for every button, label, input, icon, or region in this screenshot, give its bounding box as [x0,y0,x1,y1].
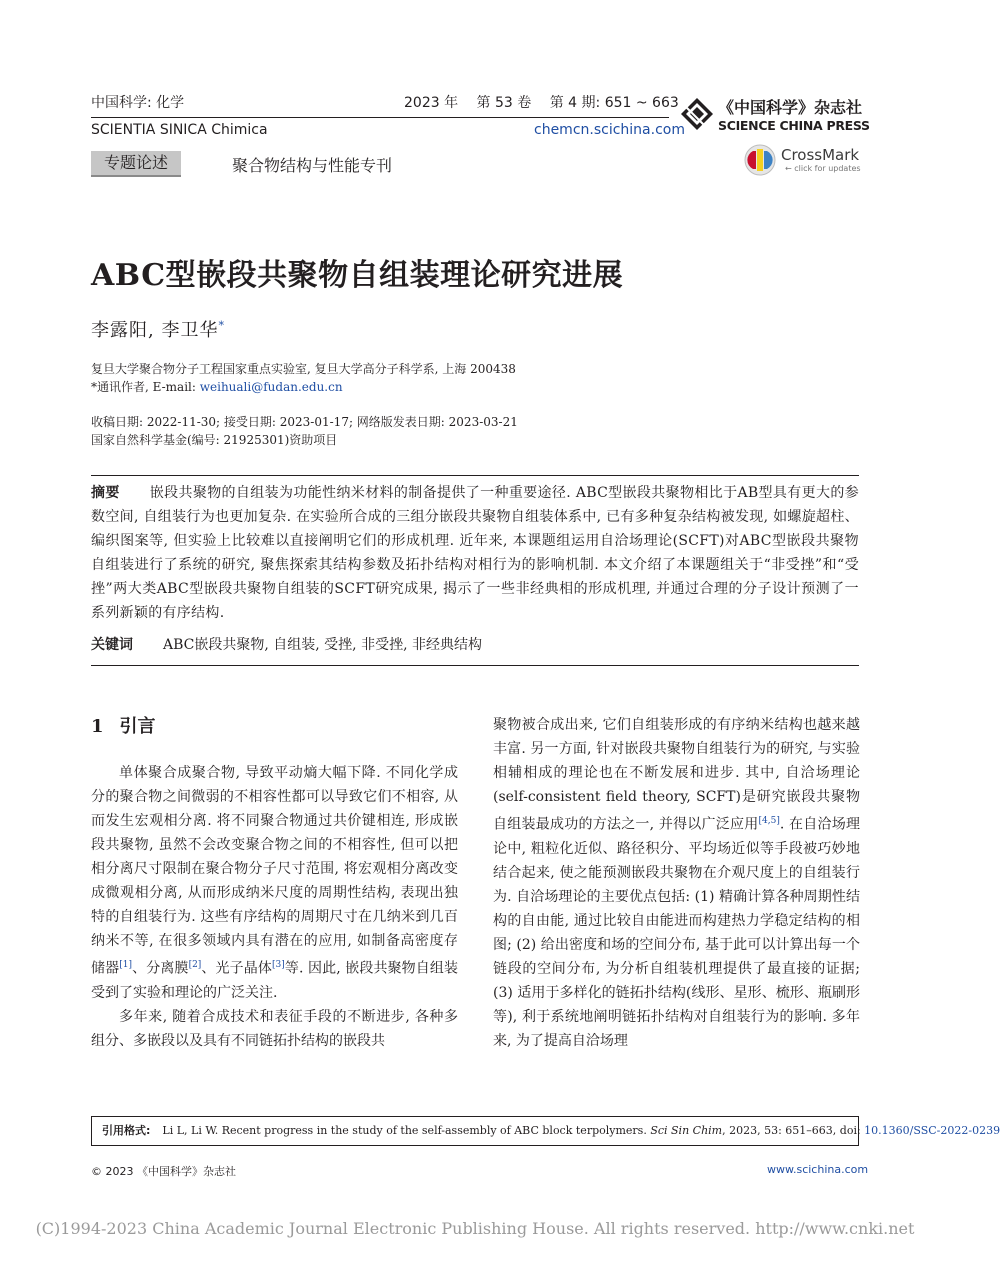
topic-title: 聚合物结构与性能专刊 [232,156,393,175]
publisher-logo-icon [680,97,714,131]
section-number: 1 [91,716,104,737]
crossmark-sublabel[interactable]: ← click for updates [785,164,861,173]
paragraph-text: 、光子晶体 [201,960,272,977]
abstract [91,481,859,625]
keywords-label: 关键词 [91,637,133,653]
journal-name-latin: SCIENTIA SINICA Chimica [91,122,268,138]
citation-text: Li L, Li W. Recent progress in the study of the self-assembly of ABC block terpolymers. [162,1124,651,1137]
affiliation: 复旦大学聚合物分子工程国家重点实验室, 复旦大学高分子科学系, 上海 200438 [91,362,516,376]
topic-badge: 专题论述 [91,151,181,177]
citation-tail: , 2023, 53: 651–663, doi: [722,1124,865,1137]
corr-prefix: *通讯作者, E-mail: [91,380,200,394]
crossmark-icon[interactable] [744,144,776,176]
authors-names: 李露阳, 李卫华 [91,320,219,341]
issue-number: 第 4 期: 651 ~ 663 [549,95,679,111]
copyright: © 2023 《中国科学》杂志社 [91,1165,236,1178]
abstract-text: 嵌段共聚物的自组装为功能性纳米材料的制备提供了一种重要途径. ABC型嵌段共聚物相比于AB型具有更大的参数空间, 自组装行为也更加复杂. 在实验所合成的三组分嵌段共聚物自组装体系中, 已有多种复杂结构被发现, 如螺旋超柱、编织图案等, 但实验上比较难以直接阐明它们的形成机理. 近年来, 本课题组运用自洽场理论(SCFT)对ABC型嵌段共聚物自组装进行了系统的研究, 聚焦探索其结构参数及拓扑结构对相行为的影响机制. 本文介绍了本课题组关于“非受挫”和“受挫”两大类ABC型嵌段共聚物自组装的SCFT研究成果, 揭示了一些非经典相的形成机理, 并通过合理的分子设计预测了一系列新颖的有序结构. [91,485,859,621]
publisher-name-cn: 《中国科学》杂志社 [718,98,863,117]
publisher-site-link[interactable]: www.scichina.com [767,1163,869,1176]
paragraph-text: 、分离膜 [131,960,189,977]
body-paragraph [493,713,860,1053]
paragraph-text: 聚物被合成出来, 它们自组装形成的有序纳米结构也越来越丰富. 另一方面, 针对嵌段共聚物自组装行为的研究, 与实验相辅相成的理论也在不断发展和进步. 其中, 自洽场理论(self-consistent field theory, SCFT)是研究嵌段共聚物自组装最成功的方法之一, 并得以广泛应用 [493,717,860,833]
journal-url-link[interactable]: chemcn.scichina.com [534,122,685,138]
section-title: 引言 [119,716,156,737]
keywords [91,634,482,654]
corr-email-link[interactable]: weihuali@fudan.edu.cn [199,380,343,394]
issue-volume: 第 53 卷 [476,95,532,111]
citation-label: 引用格式: [102,1124,151,1137]
header-divider [91,117,669,118]
issue-year: 2023 年 [404,95,459,111]
corresponding-author-mark: * [218,319,225,332]
abstract-label: 摘要 [91,485,120,501]
reference-link[interactable]: [3] [272,960,285,970]
issue-info [404,92,679,112]
reference-link[interactable]: [1] [119,960,132,970]
article-title: ABC型嵌段共聚物自组装理论研究进展 [91,258,624,293]
crossmark-label[interactable]: CrossMark [781,146,860,164]
paragraph-text: 单体聚合成聚合物, 导致平动熵大幅下降. 不同化学成分的聚合物之间微弱的不相容性都可以导致它们不相容, 从而发生宏观相分离. 将不同聚合物通过共价键相连, 形成嵌段共聚物, 虽然不会改变聚合物之间的不相容性, 但可以把相分离尺寸限制在聚合物分子尺寸范围, 将宏观相分离改变成微观相分离, 从而形成纳米尺度的周期性结构, 表现出独特的自组装行为. 这些有序结构的周期尺寸在几纳米到几百纳米不等, 在很多领域内具有潜在的应用, 如制备高密度存储器 [91,765,458,977]
abstract-bottom-divider [91,665,859,666]
paragraph-text: . 在自洽场理论中, 粗粒化近似、路径积分、平均场近似等手段被巧妙地结合起来, 使之能预测嵌段共聚物在介观尺度上的自组装行为. 自洽场理论的主要优点包括: (1) 精确计算各种周期性结构的自由能, 通过比较自由能进而构建热力学稳定结构的相图; (2) 给出密度和场的空间分布, 基于此可以计算出每一个链段的空间分布, 为分析自组装机理提供了最直接的证据; (3) 适用于多样化的链拓扑结构(线形、星形、梳形、瓶刷形等), 利于系统地阐明链拓扑结构对自组装行为的影响. 多年来, 为了提高自洽场理 [493,816,860,1049]
section-heading [91,712,156,738]
keywords-text: ABC嵌段共聚物, 自组装, 受挫, 非受挫, 非经典结构 [163,637,482,653]
publisher-name-en: SCIENCE CHINA PRESS [718,118,870,133]
article-authors [91,316,225,342]
body-paragraph [91,761,458,1005]
body-paragraph: 多年来, 随着合成技术和表征手段的不断进步, 各种多组分、多嵌段以及具有不同链拓扑结构的嵌段共 [91,1008,458,1049]
reference-link[interactable]: [4,5] [758,816,780,826]
paragraph-text: 等. 因此, 嵌段共聚物自组装受到了实验和理论的广泛关注. [91,960,459,1001]
reference-link[interactable]: [2] [188,960,202,970]
corresponding-author-note [91,378,343,396]
abstract-top-divider [91,475,859,476]
cnki-watermark-footer: (C)1994-2023 China Academic Journal Electronic Publishing House. All rights reserved. http://www.cnki.net [35,1219,915,1238]
citation-doi-link[interactable]: 10.1360/SSC-2022-0239 [864,1124,1000,1137]
funding-note: 国家自然科学基金(编号: 21925301)资助项目 [91,433,338,447]
body-column-left [91,761,458,1053]
citation-box [91,1116,1000,1146]
citation-journal: Sci Sin Chim [650,1124,723,1137]
article-dates: 收稿日期: 2022-11-30; 接受日期: 2023-01-17; 网络版发表日期: 2023-03-21 [91,415,518,429]
body-column-right [493,713,860,1053]
journal-name-cn: 中国科学: 化学 [91,95,185,111]
